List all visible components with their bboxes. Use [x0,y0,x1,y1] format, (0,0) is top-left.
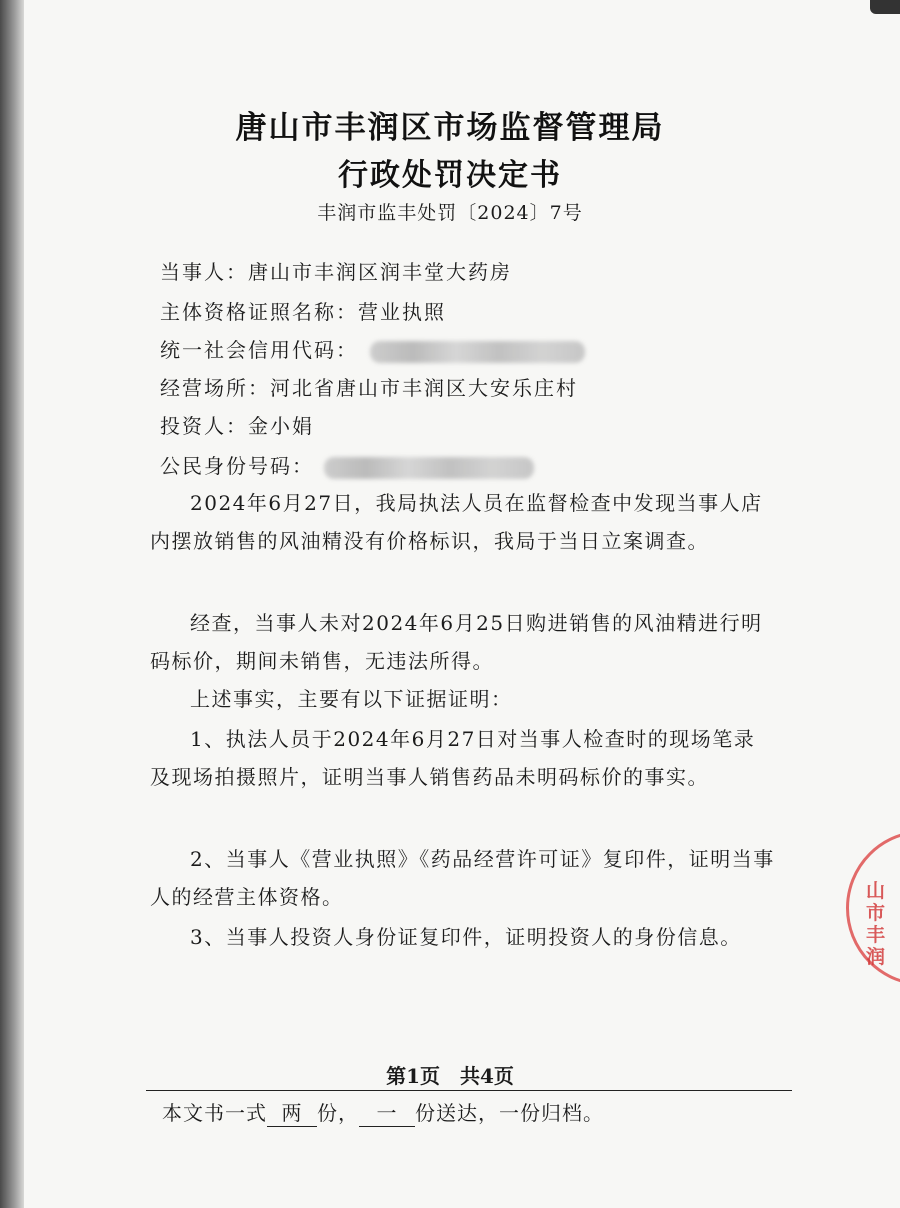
copies-count: 两 [267,1097,317,1127]
copies-suffix: 份送达，一份归档。 [415,1101,604,1125]
copies-prefix: 本文书一式 [162,1101,267,1125]
license-label: 主体资格证照名称： [160,300,358,324]
investor-line [160,410,314,439]
copies-note [162,1097,604,1127]
investor-name: 金小娟 [248,414,314,438]
investor-label: 投资人： [160,414,248,438]
paragraph-facts-found: 2024年6月27日，我局执法人员在监督检查中发现当事人店内摆放销售的风油精没有价格标识，我局于当日立案调查。 [150,491,763,553]
evidence-item-2: 2、当事人《营业执照》《药品经营许可证》复印件，证明当事人的经营主体资格。 [150,847,775,909]
document-number: 丰润市监丰处罚〔2024〕7号 [317,202,583,224]
evidence-item-1: 1、执法人员于2024年6月27日对当事人检查时的现场笔录及现场拍摄照片，证明当事人销售药品未明码标价的事实。 [150,727,756,789]
license-name: 营业执照 [358,300,446,324]
evidence-item-3: 3、当事人投资人身份证复印件，证明投资人的身份信息。 [190,925,742,949]
credit-code-label: 统一社会信用代码： [160,338,358,362]
seal-text: 山市丰润 [866,880,886,968]
id-number-redacted [324,457,534,479]
party-name: 唐山市丰润区润丰堂大药房 [248,260,512,284]
copies-mid: 份， [317,1101,359,1125]
paragraph-evidence-intro: 上述事实，主要有以下证据证明： [190,687,513,711]
served-count: 一 [359,1097,415,1127]
party-name-label: 当事人： [160,260,248,284]
party-name-line [160,256,512,285]
page-indicator: 第1页 共4页 [386,1064,514,1088]
address-label: 经营场所： [160,376,270,400]
agency-title: 唐山市丰润区市场监督管理局 [235,110,665,146]
address-line [160,372,578,401]
credit-code-redacted [370,341,585,363]
id-number-line [160,450,534,479]
footer-divider [146,1090,792,1091]
document-type-title: 行政处罚决定书 [338,158,562,193]
id-number-label: 公民身份号码： [160,454,314,478]
license-line [160,296,446,325]
credit-code-line [160,334,585,363]
paragraph-investigation: 经查，当事人未对2024年6月25日购进销售的风油精进行明码标价，期间未销售，无违法所得。 [150,611,763,673]
address: 河北省唐山市丰润区大安乐庄村 [270,376,578,400]
corner-mark [870,0,900,14]
